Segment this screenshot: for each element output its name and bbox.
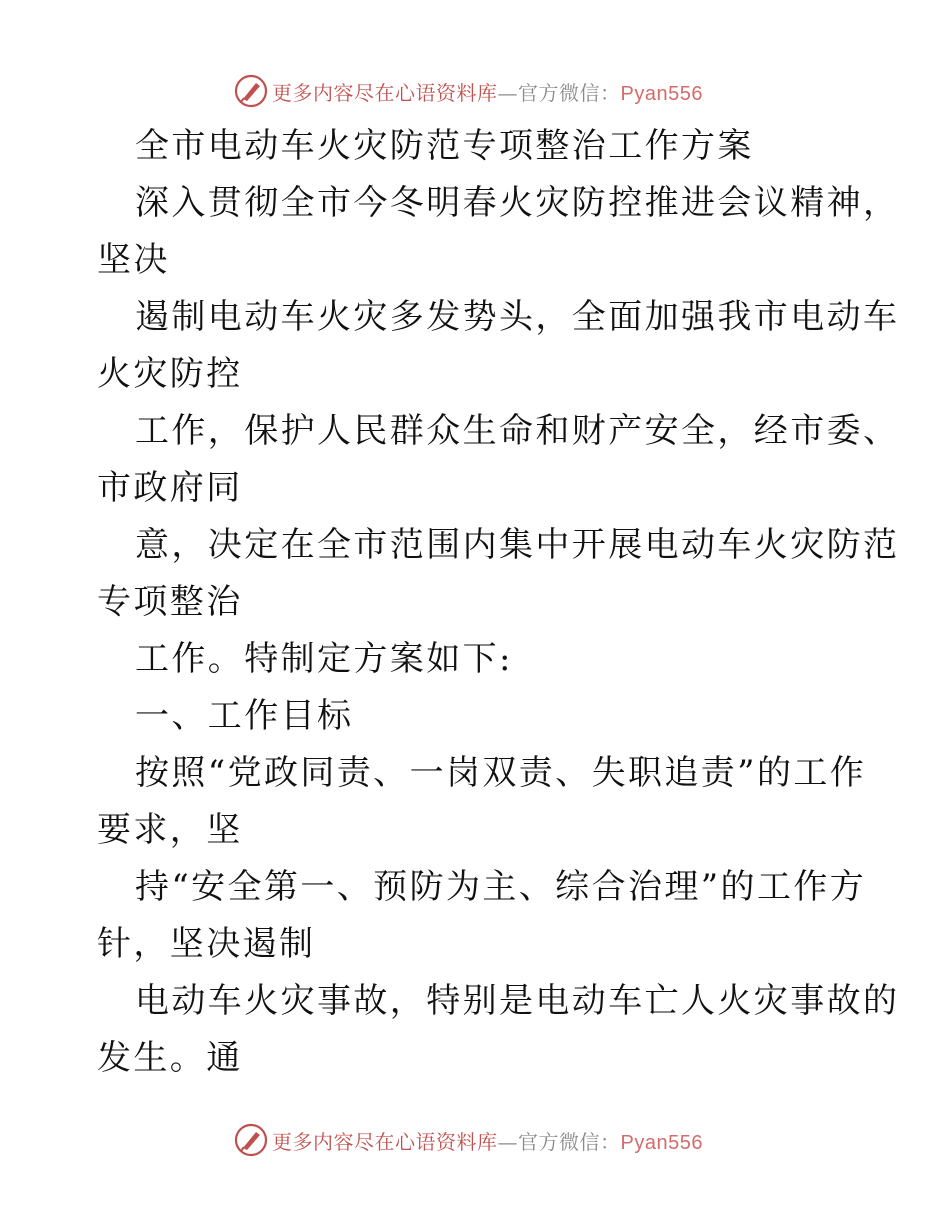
feather-pen-logo-icon — [234, 74, 268, 108]
document-title: 全市电动车火灾防范专项整治工作方案 — [135, 126, 754, 166]
footer-banner-text — [272, 1126, 703, 1155]
paragraph-line: 按照“党政同责、一岗双责、失职追责”的工作 — [135, 753, 867, 793]
paragraph-line: 专项整治 — [97, 582, 243, 622]
paragraph-line: 市政府同 — [97, 468, 243, 508]
header-banner-text — [272, 77, 703, 106]
header-contact-id: Pyan556 — [620, 82, 703, 105]
paragraph-line: 发生。通 — [97, 1038, 243, 1078]
paragraph-line: 火灾防控 — [97, 354, 243, 394]
paragraph-line: 遏制电动车火灾多发势头，全面加强我市电动车 — [135, 297, 900, 337]
section-heading: 一、工作目标 — [135, 696, 354, 736]
footer-banner-dash: — — [497, 1129, 518, 1154]
paragraph-line: 工作。特制定方案如下: — [135, 639, 513, 679]
footer-banner — [234, 1122, 734, 1158]
paragraph-line: 针，坚决遏制 — [97, 924, 316, 964]
paragraph-line: 电动车火灾事故，特别是电动车亡人火灾事故的 — [135, 981, 900, 1021]
header-banner-main: 更多内容尽在心语资料库 — [272, 80, 498, 105]
footer-banner-main: 更多内容尽在心语资料库 — [272, 1129, 498, 1154]
paragraph-line: 工作，保护人民群众生命和财产安全，经市委、 — [135, 411, 900, 451]
header-banner-dash: — — [497, 80, 518, 105]
document-body — [97, 118, 900, 1087]
footer-contact-id: Pyan556 — [620, 1131, 703, 1154]
paragraph-line: 深入贯彻全市今冬明春火灾防控推进会议精神， — [135, 183, 900, 223]
header-contact-label: 官方微信： — [518, 80, 621, 105]
feather-pen-logo-icon — [234, 1123, 268, 1157]
paragraph-line: 意，决定在全市范围内集中开展电动车火灾防范 — [135, 525, 900, 565]
paragraph-line: 持“安全第一、预防为主、综合治理”的工作方 — [135, 867, 867, 907]
paragraph-line: 坚决 — [97, 240, 170, 280]
footer-contact-label: 官方微信： — [518, 1129, 621, 1154]
paragraph-line: 要求，坚 — [97, 810, 243, 850]
header-banner — [234, 73, 734, 109]
